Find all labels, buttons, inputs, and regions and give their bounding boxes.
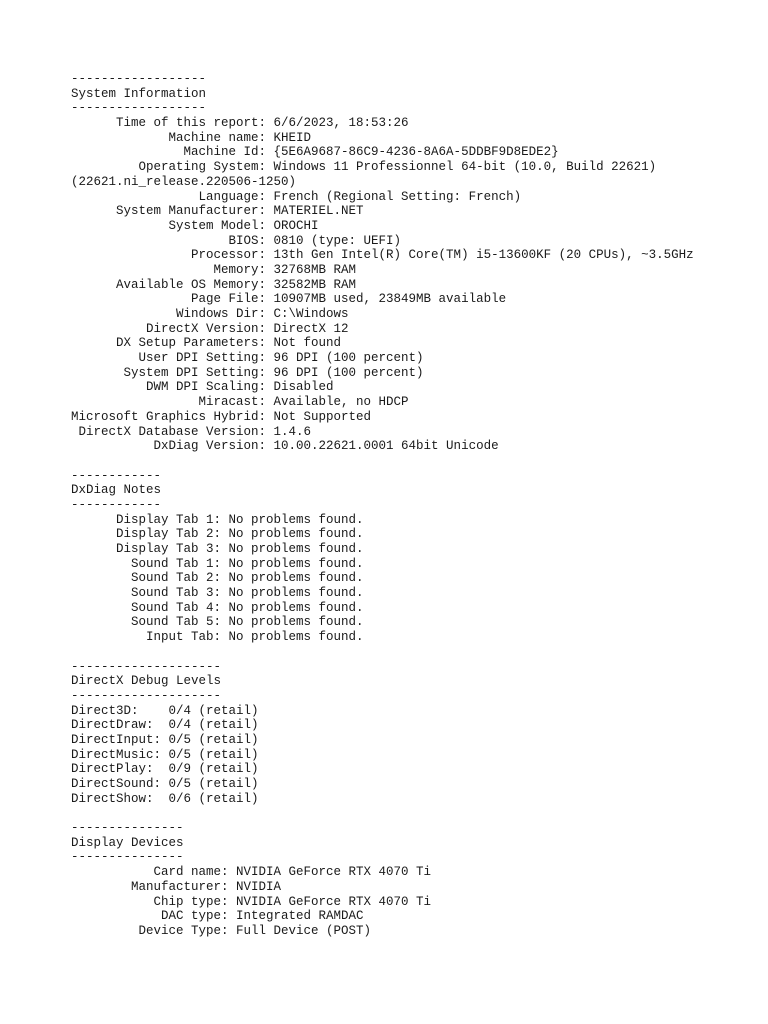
- report-line: Machine name: KHEID: [71, 130, 312, 145]
- report-line: ------------: [71, 497, 162, 512]
- report-line: DirectX Version: DirectX 12: [71, 321, 349, 336]
- report-line: --------------------: [71, 659, 222, 674]
- report-line: ---------------: [71, 821, 184, 836]
- report-line: Card name: NVIDIA GeForce RTX 4070 Ti: [71, 865, 432, 880]
- report-line: DirectShow: 0/6 (retail): [71, 791, 259, 806]
- report-line: Sound Tab 4: No problems found.: [71, 600, 364, 615]
- report-line: DWM DPI Scaling: Disabled: [71, 380, 334, 395]
- report-line: System Model: OROCHI: [71, 218, 319, 233]
- report-line: --------------------: [71, 688, 222, 703]
- report-line: Display Devices: [71, 835, 184, 850]
- report-line: DirectDraw: 0/4 (retail): [71, 718, 259, 733]
- report-line: DirectInput: 0/5 (retail): [71, 732, 259, 747]
- report-line: DirectX Database Version: 1.4.6: [71, 424, 312, 439]
- report-line: [71, 454, 694, 469]
- report-line: Miracast: Available, no HDCP: [71, 395, 409, 410]
- report-line: Sound Tab 2: No problems found.: [71, 571, 364, 586]
- report-line: User DPI Setting: 96 DPI (100 percent): [71, 351, 424, 366]
- report-line: Device Type: Full Device (POST): [71, 923, 372, 938]
- report-line: System Information: [71, 86, 207, 101]
- report-line: ------------: [71, 468, 162, 483]
- report-line: Chip type: NVIDIA GeForce RTX 4070 Ti: [71, 894, 432, 909]
- report-line: Display Tab 3: No problems found.: [71, 542, 364, 556]
- report-line: DirectX Debug Levels: [71, 674, 222, 689]
- report-line: Machine Id: {5E6A9687-86C9-4236-8A6A-5DDBF9D8EDE2}: [71, 145, 559, 160]
- report-line: [71, 645, 694, 660]
- report-line: DirectSound: 0/5 (retail): [71, 777, 259, 791]
- report-line: Page File: 10907MB used, 23849MB available: [71, 292, 507, 307]
- report-line: ------------------: [71, 72, 207, 86]
- report-line: Language: French (Regional Setting: French): [71, 189, 522, 204]
- report-line: Memory: 32768MB RAM: [71, 262, 357, 277]
- report-line: DirectMusic: 0/5 (retail): [71, 747, 259, 762]
- report-line: Microsoft Graphics Hybrid: Not Supported: [71, 409, 372, 424]
- report-line: DAC type: Integrated RAMDAC: [71, 909, 364, 924]
- report-line: System Manufacturer: MATERIEL.NET: [71, 204, 364, 219]
- dxdiag-report-text: [71, 72, 694, 939]
- report-line: System DPI Setting: 96 DPI (100 percent): [71, 365, 424, 380]
- report-line: Manufacturer: NVIDIA: [71, 879, 282, 894]
- report-line: BIOS: 0810 (type: UEFI): [71, 233, 402, 248]
- report-line: DirectPlay: 0/9 (retail): [71, 762, 259, 777]
- report-line: Sound Tab 3: No problems found.: [71, 586, 364, 601]
- report-line: DxDiag Version: 10.00.22621.0001 64bit Unicode: [71, 439, 499, 454]
- report-line: Display Tab 1: No problems found.: [71, 512, 364, 527]
- report-line: Sound Tab 5: No problems found.: [71, 615, 364, 630]
- report-line: (22621.ni_release.220506-1250): [71, 174, 297, 189]
- report-line: Operating System: Windows 11 Professionnel 64-bit (10.0, Build 22621): [71, 160, 657, 175]
- report-line: DxDiag Notes: [71, 483, 162, 498]
- report-line: ------------------: [71, 101, 207, 116]
- report-line: Processor: 13th Gen Intel(R) Core(TM) i5-13600KF (20 CPUs), ~3.5GHz: [71, 248, 694, 263]
- report-line: Time of this report: 6/6/2023, 18:53:26: [71, 116, 409, 131]
- report-line: Display Tab 2: No problems found.: [71, 527, 364, 542]
- report-line: Direct3D: 0/4 (retail): [71, 703, 259, 718]
- report-line: DX Setup Parameters: Not found: [71, 336, 342, 351]
- report-line: Sound Tab 1: No problems found.: [71, 556, 364, 571]
- report-line: Input Tab: No problems found.: [71, 630, 364, 645]
- report-line: Available OS Memory: 32582MB RAM: [71, 277, 357, 292]
- report-line: [71, 806, 694, 821]
- report-line: Windows Dir: C:\Windows: [71, 307, 349, 321]
- report-line: ---------------: [71, 850, 184, 865]
